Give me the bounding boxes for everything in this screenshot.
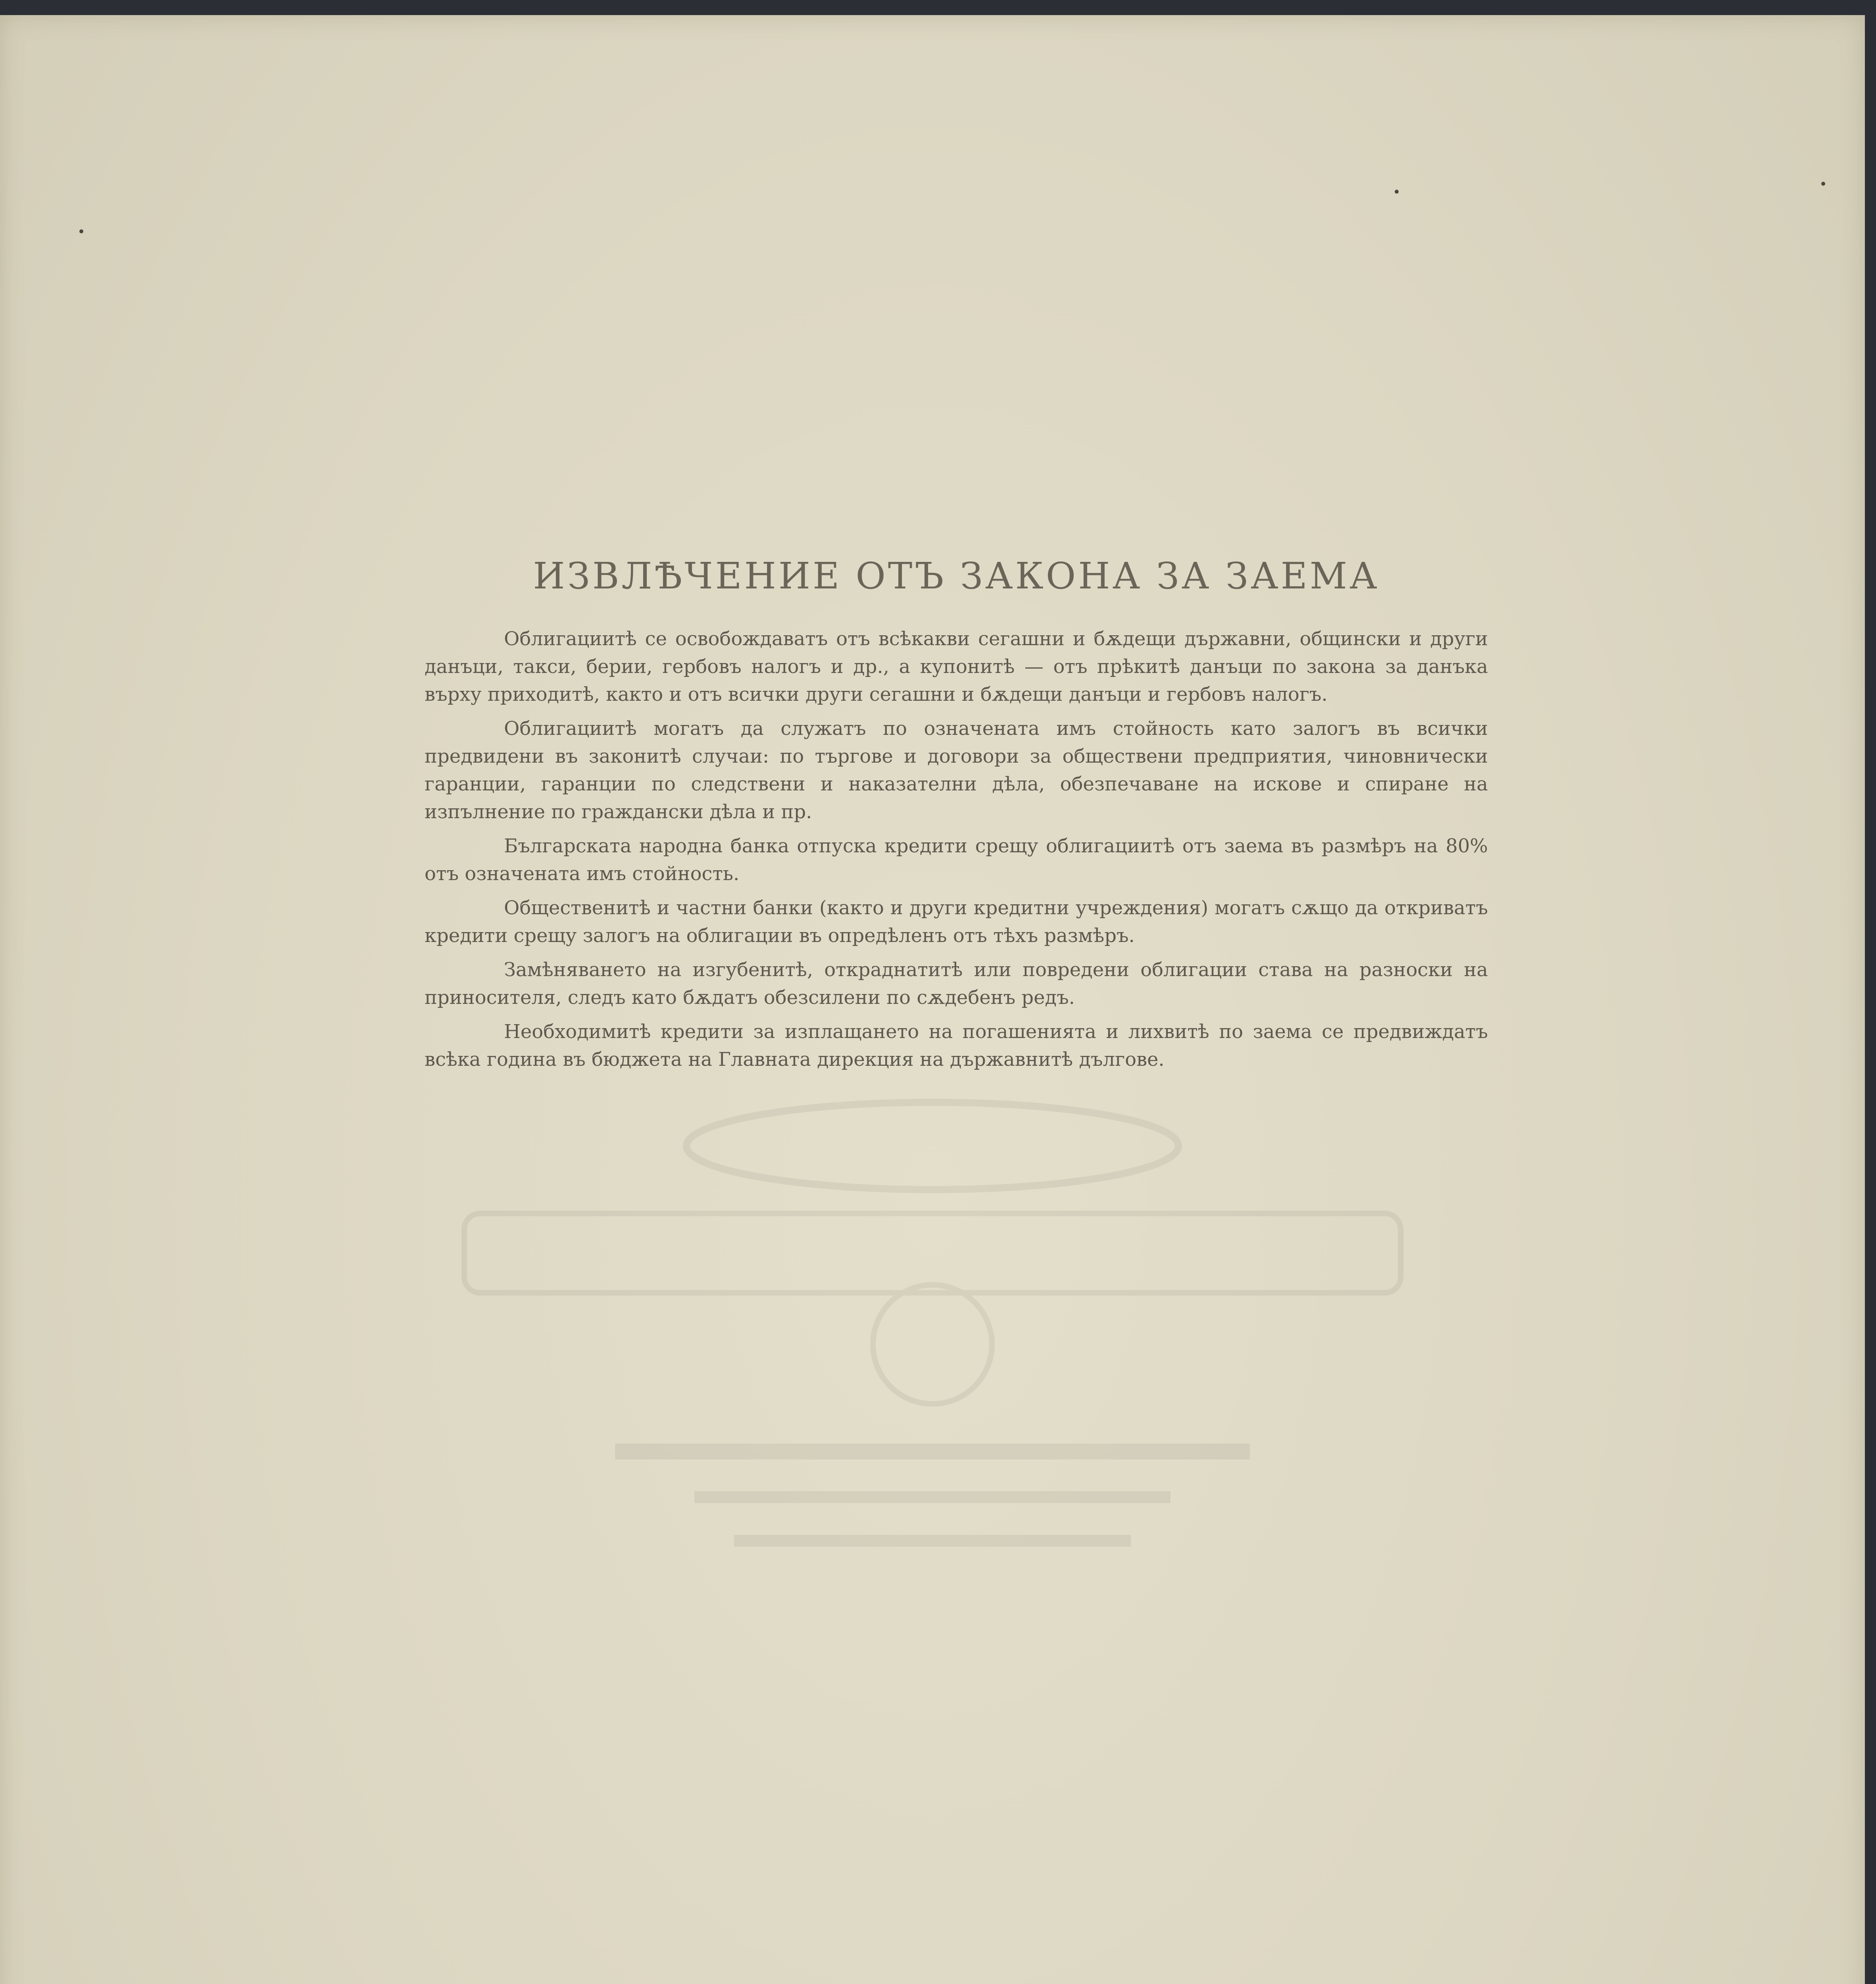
law-extract (425, 555, 1488, 1080)
document-title: ИЗВЛѢЧЕНИЕ ОТЪ ЗАКОНА ЗА ЗАЕМА (533, 555, 1380, 597)
paper-sheet (0, 15, 1865, 1984)
show-through-bond-image (417, 1086, 1448, 1602)
paragraph-tax-exemption: Облигациитѣ се освобождаватъ отъ всѣкакви сегашни и бѫдещи държавни, общински и други данъци, такси, берии, гербовъ налогъ и др., а купонитѣ — отъ прѣкитѣ данъци по закона за данъка върху приходитѣ, както и отъ всички други сегашни и бѫдещи данъци и гербовъ налогъ. (425, 628, 1488, 706)
paragraph-collateral-use: Облигациитѣ могатъ да служатъ по означената имъ стойность като залогъ въ всички предвидени въ законитѣ случаи: по търгове и договори за обществени предприятия, чиновнически гаранции, гаранции по следствени и наказателни дѣла, обезпечаване на искове и спиране на изпълнение по граждански дѣла и пр. (425, 717, 1488, 823)
paragraph-budget-provision: Необходимитѣ кредити за изплащането на погашенията и лихвитѣ по заема се предвиждатъ всѣка година въ бюджета на Главната дирекция на държавнитѣ дългове. (425, 1021, 1488, 1071)
paragraph-replacement: Замѣняването на изгубенитѣ, откраднатитѣ или повредени облигации става на разноски на приносителя, следъ като бѫдатъ обезсилени по сѫдебенъ редъ. (425, 959, 1488, 1009)
paragraph-private-bank-credit: Общественитѣ и частни банки (както и други кредитни учреждения) могатъ сѫщо да откриватъ кредити срещу залогъ на облигации въ опредѣленъ отъ тѣхъ размѣръ. (425, 897, 1488, 947)
paragraph-national-bank-credit: Българската народна банка отпуска кредити срещу облигациитѣ отъ заема въ размѣръ на 80% отъ означената имъ стойность. (425, 835, 1488, 885)
speck-mark (1821, 182, 1825, 186)
speck-mark (1395, 190, 1399, 194)
speck-mark (79, 229, 83, 233)
